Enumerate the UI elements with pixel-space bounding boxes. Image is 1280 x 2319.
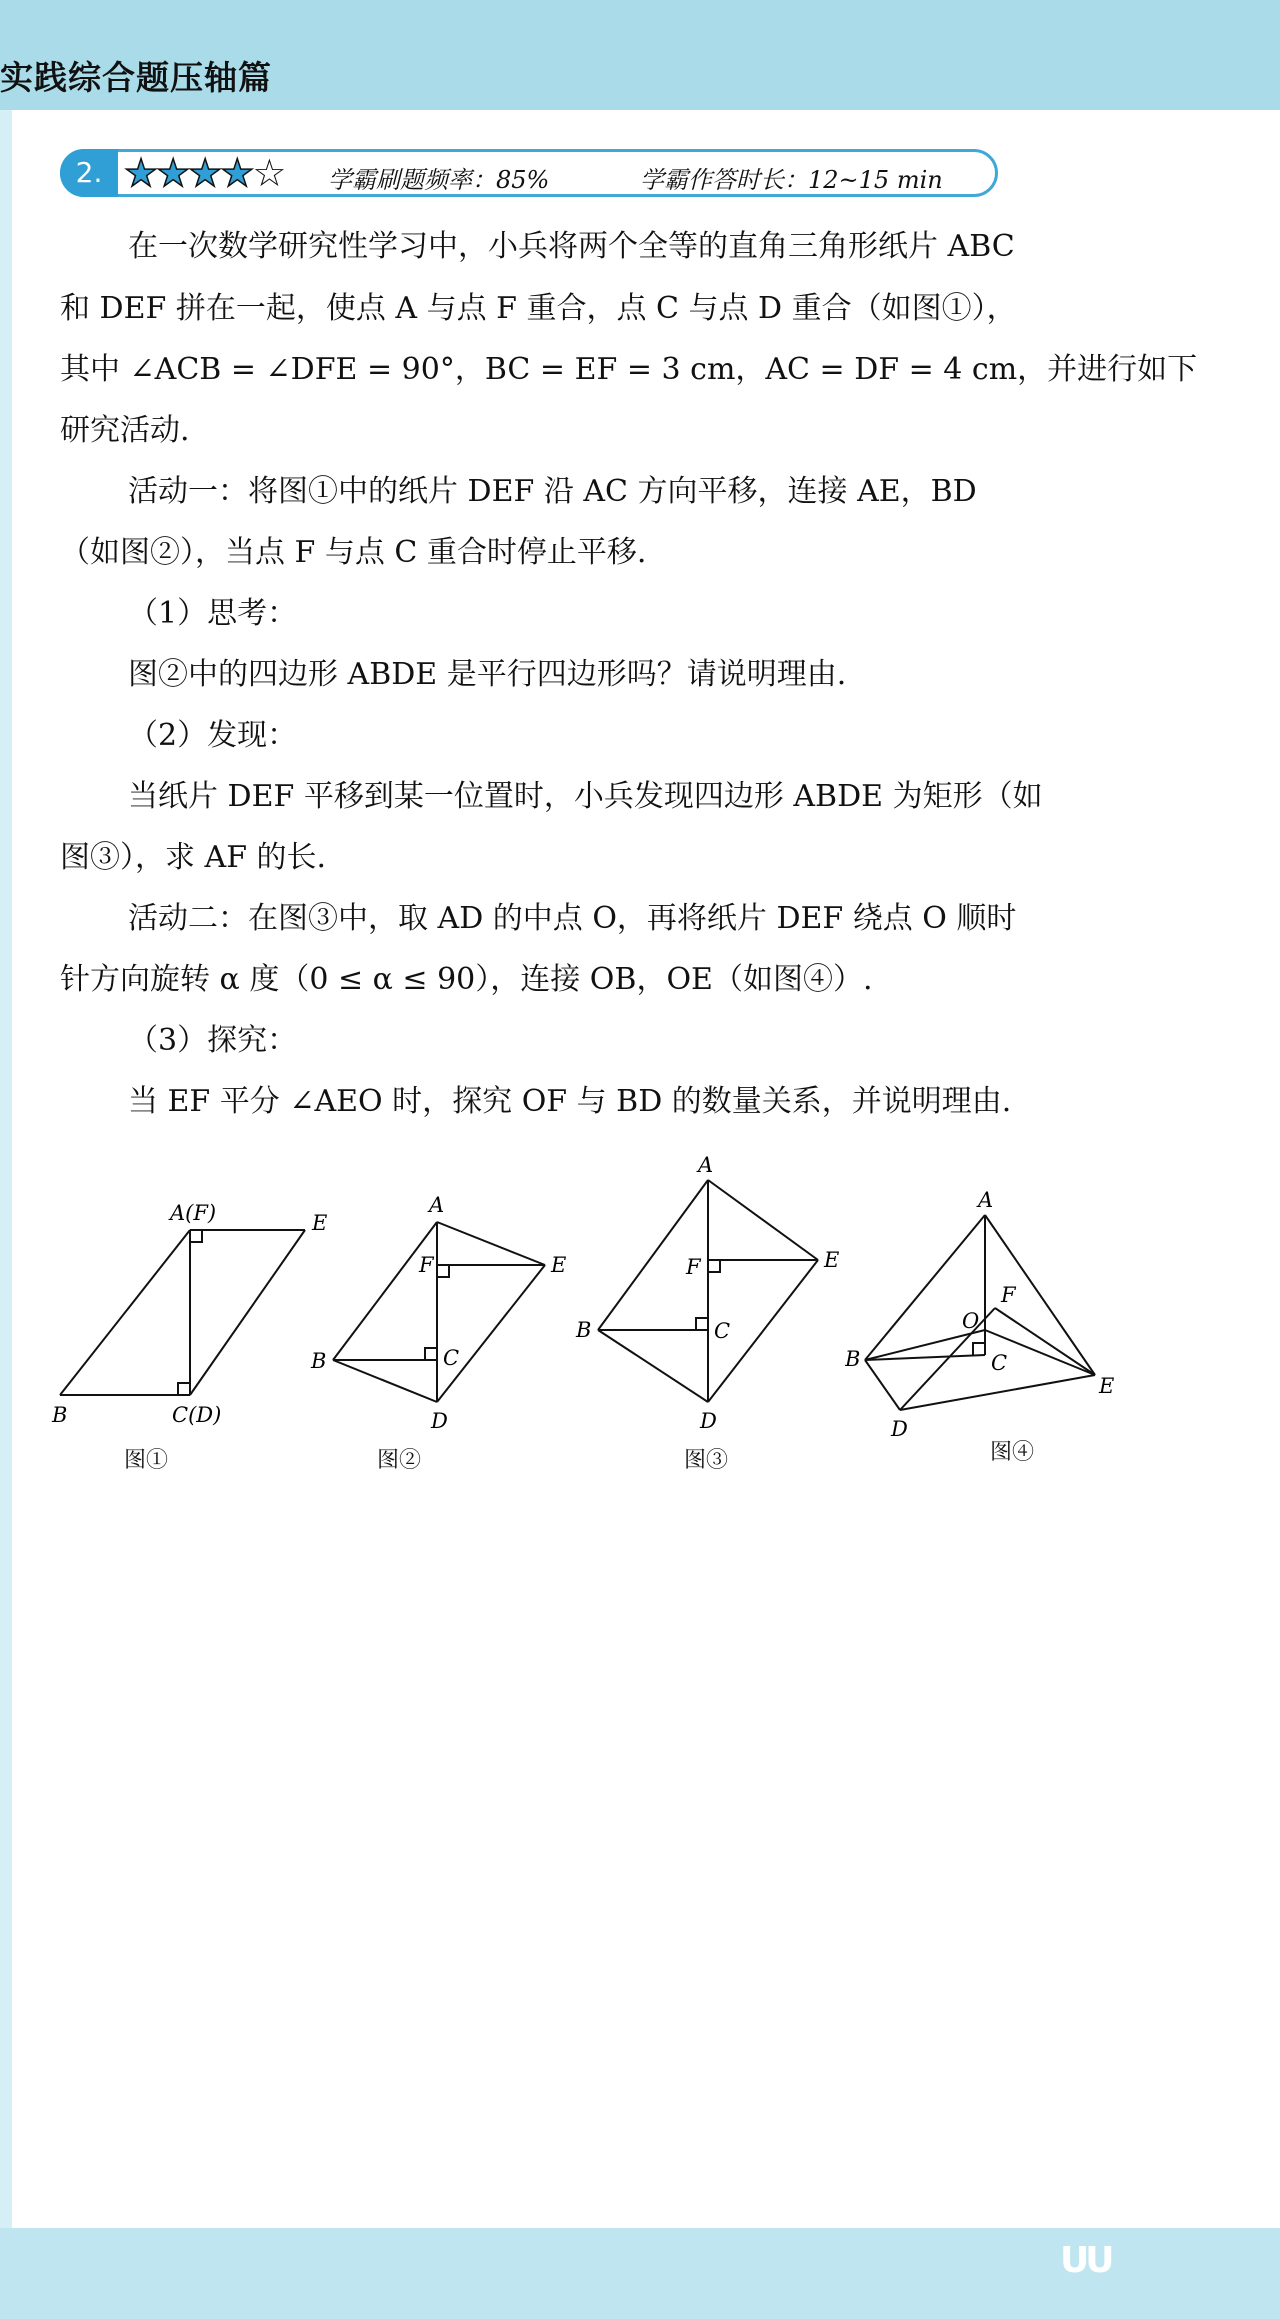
right-angle-mark — [178, 1383, 190, 1395]
point-label-A: A(F) — [170, 1201, 217, 1225]
figure-2-caption: 图② — [377, 1448, 422, 1473]
segment-AE — [437, 1222, 545, 1265]
point-label-C: C — [991, 1351, 1008, 1375]
section-title: 实践综合题压轴篇 — [0, 58, 272, 97]
right-angle-mark — [696, 1318, 708, 1330]
point-label-B: B — [52, 1403, 68, 1427]
subquestion-heading: （3）探究： — [128, 1023, 298, 1058]
point-label-B: B — [311, 1349, 327, 1373]
point-label-D: D — [700, 1409, 717, 1433]
segment-DE — [900, 1375, 1095, 1410]
point-label-F: F — [419, 1253, 434, 1277]
point-label-F: F — [686, 1255, 701, 1279]
practice-frequency: 学霸刷题频率：85% — [328, 166, 550, 194]
point-label-C: C — [714, 1319, 731, 1343]
right-angle-mark — [425, 1348, 437, 1360]
point-label-E: E — [1099, 1374, 1115, 1398]
activity-two-line: 针方向旋转 α 度（0 ≤ α ≤ 90），连接 OB，OE（如图④）. — [60, 962, 873, 997]
figure-1-caption: 图① — [124, 1448, 169, 1473]
right-angle-mark — [708, 1260, 720, 1272]
answer-duration: 学霸作答时长：12~15 min — [640, 166, 943, 194]
difficulty-rating — [124, 150, 284, 196]
point-label-D: D — [891, 1417, 908, 1441]
problem-line: 和 DEF 拼在一起，使点 A 与点 F 重合，点 C 与点 D 重合（如图①）， — [60, 291, 1017, 326]
right-angle-mark — [190, 1230, 202, 1242]
problem-line: 其中 ∠ACB = ∠DFE = 90°，BC = EF = 3 cm，AC = DF = 4 cm，并进行如下 — [60, 352, 1198, 387]
activity-two-line: 活动二：在图③中，取 AD 的中点 O，再将纸片 DEF 绕点 O 顺时 — [128, 901, 1017, 936]
point-label-A: A — [698, 1153, 714, 1177]
problem-line: 研究活动. — [60, 413, 190, 448]
point-label-E: E — [312, 1211, 328, 1235]
star-filled-icon: ★ — [124, 151, 157, 195]
segment-FE — [995, 1308, 1095, 1375]
point-label-A: A — [978, 1188, 994, 1212]
subquestion-text: 当纸片 DEF 平移到某一位置时，小兵发现四边形 ABDE 为矩形（如 — [128, 779, 1043, 814]
segment-AE — [708, 1180, 818, 1260]
point-label-D: D — [431, 1409, 448, 1433]
activity-one-line: 活动一：将图①中的纸片 DEF 沿 AC 方向平移，连接 AE，BD — [128, 474, 977, 509]
point-label-F: F — [1001, 1283, 1016, 1307]
right-angle-mark — [437, 1265, 449, 1277]
segment-BD — [598, 1330, 708, 1402]
segment-DE — [437, 1265, 545, 1402]
segment-BD — [865, 1360, 900, 1410]
point-label-B: B — [576, 1318, 592, 1342]
subquestion-heading: （2）发现： — [128, 718, 298, 753]
figure-3 — [570, 1150, 870, 1480]
figure-2 — [305, 1180, 595, 1480]
question-number: 2. — [60, 149, 118, 197]
page-edge — [0, 110, 12, 2228]
activity-one-line: （如图②），当点 F 与点 C 重合时停止平移. — [60, 535, 647, 570]
figure-4-caption: 图④ — [990, 1440, 1035, 1465]
point-label-E: E — [824, 1248, 840, 1272]
star-filled-icon: ★ — [220, 151, 253, 195]
subquestion-heading: （1）思考： — [128, 596, 298, 631]
star-empty-icon: ☆ — [252, 151, 285, 195]
star-filled-icon: ★ — [156, 151, 189, 195]
right-angle-mark — [973, 1343, 985, 1355]
segment-BD — [333, 1360, 437, 1402]
figure-1 — [40, 1180, 330, 1480]
subquestion-text: 图②中的四边形 ABDE 是平行四边形吗？请说明理由. — [128, 657, 847, 692]
watermark-logo: 𝗨𝗨 — [1060, 2240, 1111, 2281]
point-label-O: O — [962, 1309, 980, 1333]
problem-line: 在一次数学研究性学习中，小兵将两个全等的直角三角形纸片 ABC — [128, 229, 1015, 264]
point-label-A: A — [429, 1193, 445, 1217]
segment-AB — [60, 1230, 190, 1395]
point-label-C: C — [443, 1346, 460, 1370]
star-filled-icon: ★ — [188, 151, 221, 195]
segment-DE — [190, 1230, 305, 1395]
subquestion-text: 图③），求 AF 的长. — [60, 840, 327, 875]
segment-AB — [333, 1222, 437, 1360]
point-label-C: C(D) — [172, 1403, 222, 1427]
subquestion-text: 当 EF 平分 ∠AEO 时，探究 OF 与 BD 的数量关系，并说明理由. — [128, 1084, 1012, 1119]
point-label-E: E — [551, 1253, 567, 1277]
figure-3-caption: 图③ — [684, 1448, 729, 1473]
point-label-B: B — [845, 1347, 861, 1371]
